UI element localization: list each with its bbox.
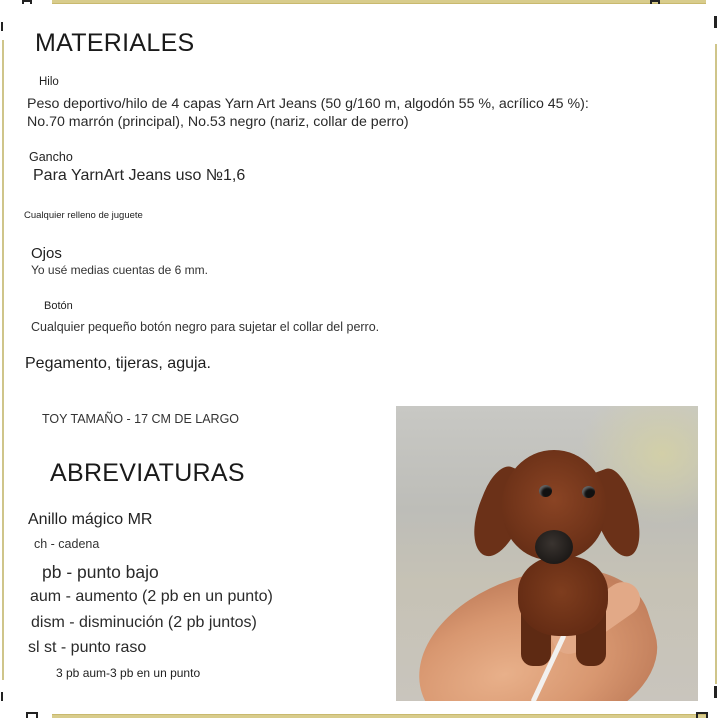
resize-handle-bottom-right[interactable] [696,712,708,718]
toy-size: TOY TAMAÑO - 17 CM DE LARGO [42,412,240,426]
ojos-label: Ojos [31,245,62,262]
hilo-line-1: Peso deportivo/hilo de 4 capas Yarn Art Jeans (50 g/160 m, algodón 55 %, acrílico 45 %): [27,96,589,112]
boton-label: Botón [44,300,73,312]
amigurumi-dog-photo [396,406,698,701]
frame-top-border [52,0,706,4]
resize-handle-left-top[interactable] [1,22,3,31]
resize-handle-top-left[interactable] [22,0,32,4]
dog-eye-left [539,485,552,497]
abbr-item: sl st - punto raso [28,639,147,656]
ojos-value: Yo usé medias cuentas de 6 mm. [31,263,208,277]
resize-handle-right-top[interactable] [714,16,717,28]
resize-handle-right-bottom[interactable] [714,686,717,698]
abbr-item: Anillo mágico MR [28,511,153,528]
abbr-item: aum - aumento (2 pb en un punto) [30,588,273,605]
frame-bottom-border [52,714,706,718]
abbreviations-title: ABREVIATURAS [50,459,245,487]
gancho-label: Gancho [29,150,73,164]
resize-handle-left-bottom[interactable] [1,692,3,701]
hilo-line-2: No.70 marrón (principal), No.53 negro (nariz, collar de perro) [27,114,409,130]
frame-left-border [2,40,4,680]
hilo-label: Hilo [39,76,59,88]
resize-handle-top-right[interactable] [650,0,660,4]
relleno-text: Cualquier relleno de juguete [24,210,143,221]
dog-body [518,556,608,636]
gancho-value: Para YarnArt Jeans uso №1,6 [33,167,246,184]
otros-materiales: Pegamento, tijeras, aguja. [25,355,211,372]
dog-eye-right [582,486,595,498]
dog-nose [535,530,573,564]
resize-handle-bottom-left[interactable] [26,712,38,718]
abbr-item: pb - punto bajo [42,562,159,582]
frame-right-border [715,44,717,684]
boton-value: Cualquier pequeño botón negro para sujetar el collar del perro. [31,320,380,334]
abbr-item: 3 pb aum-3 pb en un punto [56,666,201,680]
abbr-item: ch - cadena [34,537,100,551]
abbr-item: dism - disminución (2 pb juntos) [31,614,257,631]
materials-title: MATERIALES [35,29,195,57]
